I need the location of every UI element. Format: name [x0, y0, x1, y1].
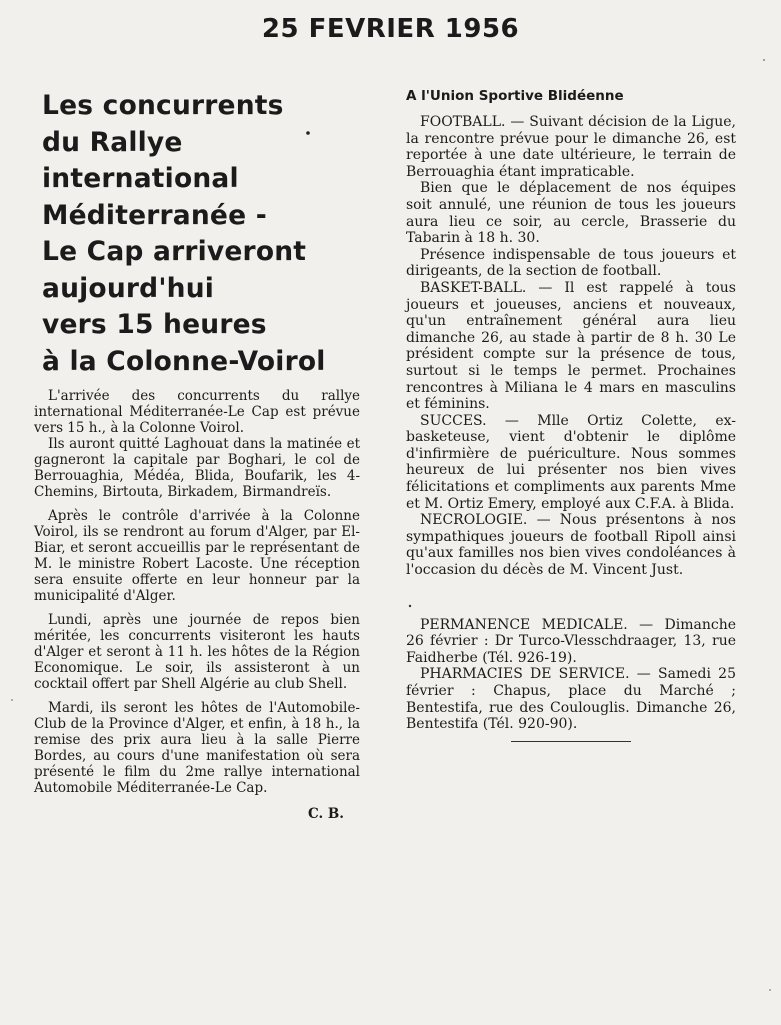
article-paragraph: Lundi, après une journée de repos bien méritée, les concurrents visiteront les hauts d'Alger et seront à 11 h. les hôtes de la Région Economique. Le soir, ils assisteront à un cocktail offert par Shell Algérie au club Shell.	[34, 612, 360, 692]
headline-line: vers 15 heures	[42, 309, 267, 340]
article-paragraph: Ils auront quitté Laghouat dans la matinée et gagneront la capitale par Boghari, le col de Berrouaghia, Médéa, Blida, Boufarik, les 4-Chemins, Birtouta, Birkadem, Birmandreïs.	[34, 436, 360, 500]
club-news-paragraph: NECROLOGIE. — Nous présentons à nos sympathiques joueurs de football Ripoll ainsi qu'aux familles nos bien vives condoléances à l'occasion du décès de M. Vincent Just.	[406, 512, 736, 579]
headline-line: à la Colonne-Voirol	[42, 345, 326, 377]
article-signature: C. B.	[307, 806, 344, 822]
club-news-paragraph: Présence indispensable de tous joueurs et dirigeants, de la section de football.	[406, 246, 736, 280]
headline-line: Méditerranée -	[42, 199, 267, 231]
right-article	[406, 88, 736, 742]
article-paragraph: Après le contrôle d'arrivée à la Colonne Voirol, ils se rendront au forum d'Alger, par El-Biar, et seront accueillis par le représentant de M. le ministre Robert Lacoste. Une réception sera ensuite offerte en leur honneur par la municipalité d'Alger.	[34, 508, 360, 604]
headline-line: du Rallye	[42, 126, 183, 158]
page-date: 25 FEVRIER 1956	[261, 14, 520, 44]
club-news-paragraph: BASKET-BALL. — Il est rappelé à tous joueurs et joueuses, anciens et nouveaux, qu'un entraînement général aura lieu dimanche 26, au stade à partir de 8 h. 30 Le président compte sur la présence de tous, surtout si le temps le permet. Prochaines rencontres à Miliana le 4 mars en masculins et féminins.	[406, 279, 736, 413]
article-paragraph: Mardi, ils seront les hôtes de l'Automobile-Club de la Province d'Alger, et enfin, à 18 h., la remise des prix aura lieu à la salle Pierre Bordes, au cours d'une manifestation où sera présenté le film du 2me rallye international Automobile Méditerranée-Le Cap.	[34, 700, 360, 796]
club-news-paragraph: Bien que le déplacement de nos équipes soit annulé, une réunion de tous les joueurs aura lieu ce soir, au cercle, Brasserie du Tabarin à 18 h. 30.	[406, 180, 736, 247]
headline-line: aujourd'hui	[42, 272, 215, 304]
club-news-title: A l'Union Sportive Blidéenne	[406, 88, 624, 104]
article-paragraph: L'arrivée des concurrents du rallye international Méditerranée-Le Cap est prévue vers 15 h., à la Colonne Voirol.	[34, 388, 360, 436]
medical-notice: PERMANENCE MEDICALE. — Dimanche 26 février : Dr Turco-Vlesschdraager, 13, rue Faidherbe (Tél. 926-19).	[406, 616, 736, 666]
headline-line: Le Cap arriveront	[42, 236, 307, 267]
pharmacy-notice: PHARMACIES DE SERVICE. — Samedi 25 février : Chapus, place du Marché ; Bentestifa, rue des Coulouglis. Dimanche 26, Bentestifa (Tél. 920-90).	[406, 666, 736, 733]
article-headline	[42, 88, 360, 380]
headline-line: international	[42, 163, 239, 194]
club-news-paragraph: FOOTBALL. — Suivant décision de la Ligue, la rencontre prévue pour le dimanche 26, est reportée à une date ultérieure, le terrain de Berrouaghia étant impraticable.	[406, 114, 736, 180]
club-news-paragraph: SUCCES. — Mlle Ortiz Colette, ex-basketeuse, vient d'obtenir le diplôme d'infirmière de puériculture. Nous sommes heureux de lui présenter nos bien vives félicitations et compliments aux parents Mme et M. Ortiz Emery, employé aux C.F.A. à Blida.	[406, 412, 736, 512]
end-divider	[511, 741, 631, 742]
headline-line: Les concurrents	[42, 90, 284, 121]
left-article	[34, 88, 360, 822]
